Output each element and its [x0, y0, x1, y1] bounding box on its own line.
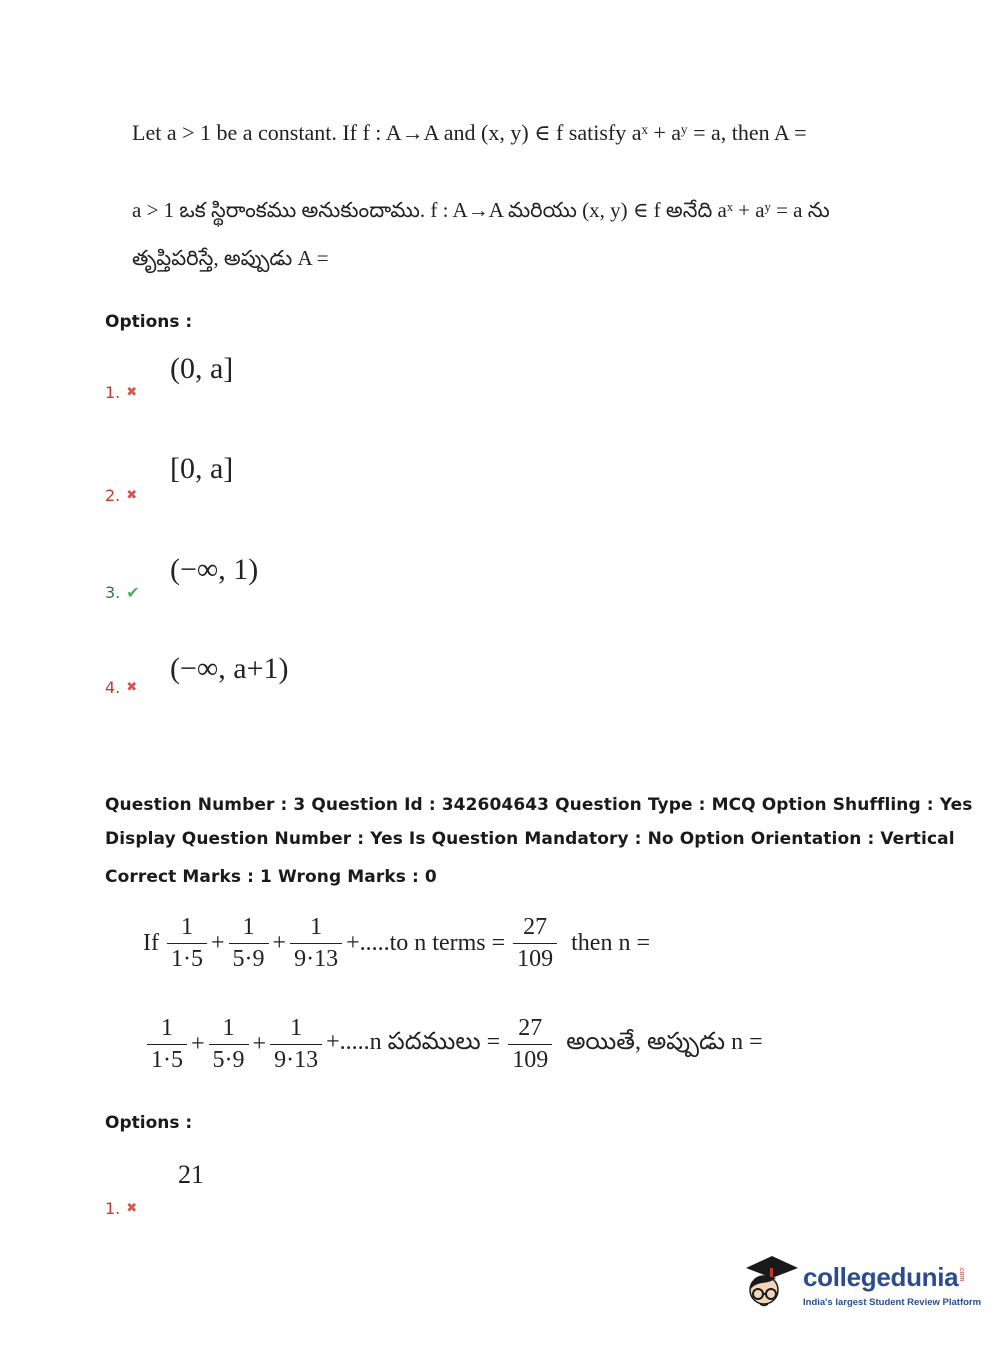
options-label-q3: Options : [105, 1113, 193, 1133]
wrong-icon: ✖ [126, 488, 138, 503]
fraction: $\frac{1}{5\cdot 9}$ [229, 914, 269, 973]
option-3-number: 3. ✔ [105, 583, 140, 602]
question-text-te-line1: a > 1 ఒక స్థిరాంకము అనుకుందాము. f : A→A మరియు (x, y) ∈ f అనేది aˣ + aʸ = a ను [132, 198, 830, 222]
question-meta-line3: Correct Marks : 1 Wrong Marks : 0 [105, 867, 437, 887]
question3-equation-en: If $\frac{1}{1\cdot 5}$ + $\frac{1}{5\cdot 9}$ + $\frac{1}{9\cdot 13}$ +.....to n terms = $\frac{27}{109}$ then n = [143, 914, 650, 972]
q3-option-1-number: 1. ✖ [105, 1199, 138, 1218]
collegedunia-logo-text: collegedunia [803, 1262, 959, 1292]
collegedunia-logo-icon [742, 1250, 802, 1316]
question-text-te-line2: తృప్తిపరిస్తే, అప్పుడు A = [132, 246, 329, 270]
option-3-value: (−∞, 1) [170, 553, 259, 586]
question-text-en: Let a > 1 be a constant. If f : A→A and (x, y) ∈ f satisfy aˣ + aʸ = a, then A = [132, 120, 807, 145]
fraction: $\frac{1}{1\cdot 5}$ [167, 914, 207, 973]
collegedunia-tagline: India's largest Student Review Platform [803, 1297, 982, 1308]
option-2-value: [0, a] [170, 452, 234, 485]
collegedunia-logo-suffix: .com [958, 1266, 965, 1282]
fraction: $\frac{27}{109}$ [513, 914, 557, 973]
wrong-icon: ✖ [126, 1201, 138, 1216]
question3-equation-te: $\frac{1}{1\cdot 5}$ + $\frac{1}{5\cdot 9}$ + $\frac{1}{9\cdot 13}$ +.....n పదములు = $\frac{27}{109}$ అయితే, అప్పుడు n = [145, 1015, 763, 1074]
fraction: $\frac{1}{5\cdot 9}$ [209, 1015, 249, 1074]
options-label: Options : [105, 312, 193, 332]
check-icon: ✔ [126, 583, 140, 602]
option-1-value: (0, a] [170, 352, 234, 385]
option-1-number: 1. ✖ [105, 383, 138, 402]
option-4-value: (−∞, a+1) [170, 652, 289, 685]
question-meta-line1: Question Number : 3 Question Id : 342604643 Question Type : MCQ Option Shuffling : Yes [105, 795, 973, 815]
fraction: $\frac{27}{109}$ [508, 1015, 552, 1074]
fraction: $\frac{1}{9\cdot 13}$ [290, 914, 342, 973]
q3-option-1-value: 21 [178, 1160, 204, 1189]
wrong-icon: ✖ [126, 385, 138, 400]
option-4-number: 4. ✖ [105, 678, 138, 697]
fraction: $\frac{1}{9\cdot 13}$ [270, 1015, 322, 1074]
question-meta-line2: Display Question Number : Yes Is Question Mandatory : No Option Orientation : Vertical [105, 829, 955, 849]
wrong-icon: ✖ [126, 680, 138, 695]
fraction: $\frac{1}{1\cdot 5}$ [147, 1015, 187, 1074]
option-2-number: 2. ✖ [105, 486, 138, 505]
